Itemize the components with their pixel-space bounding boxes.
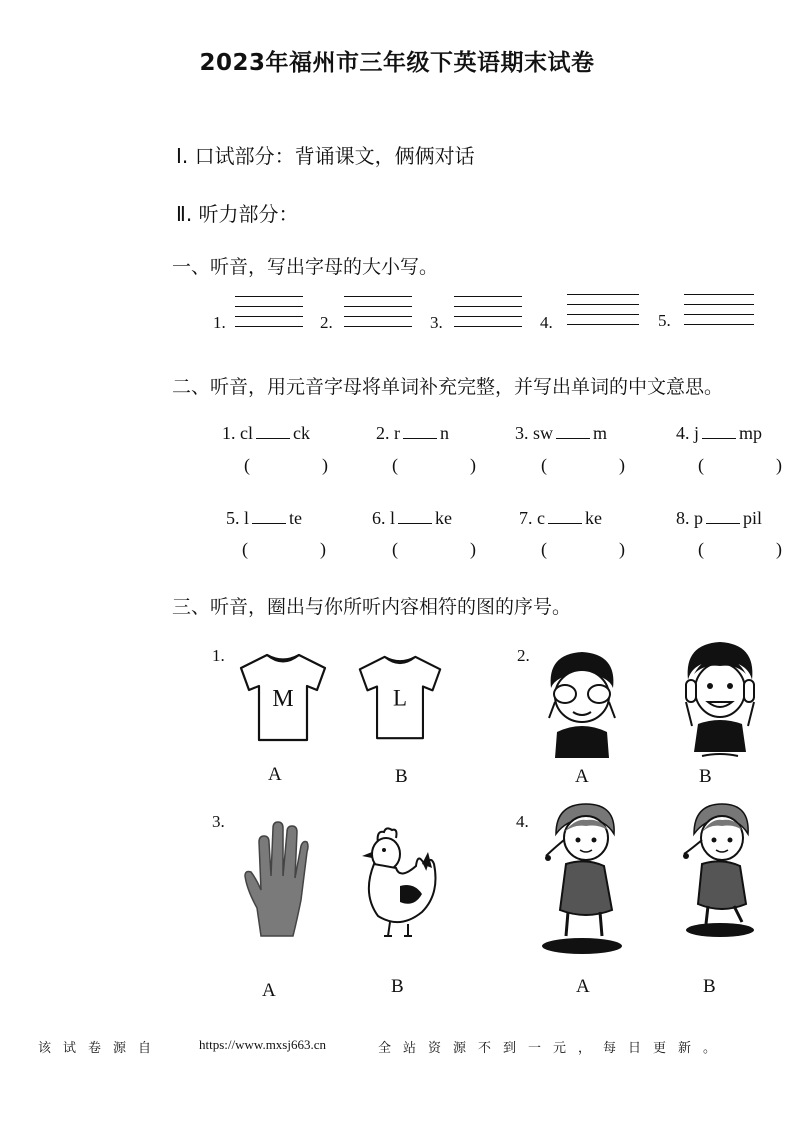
q4-option-b-label[interactable]: B <box>703 976 716 997</box>
tshirt-l-letter: L <box>392 685 408 711</box>
vowel-blank-2[interactable] <box>403 422 437 439</box>
letter-item-4-number: 4. <box>540 313 553 332</box>
part-two-heading: Ⅱ. 听力部分： <box>176 202 299 226</box>
tshirt-l-image[interactable] <box>356 652 444 744</box>
boy-covering-eyes-image[interactable] <box>543 648 621 758</box>
footer-url[interactable]: https://www.mxsj663.cn <box>199 1037 326 1052</box>
meaning-blank-3[interactable]: ( ) <box>541 455 625 475</box>
word-item-1: 1. cl ck <box>222 423 310 443</box>
word-item-5: 5. l te <box>226 508 303 528</box>
chicken-image[interactable] <box>356 824 440 942</box>
meaning-blank-6[interactable]: ( ) <box>392 539 476 559</box>
footer-source-text: 该试卷源自 <box>38 1041 164 1056</box>
boy-covering-ears-image[interactable] <box>682 640 758 758</box>
word-item-6: 6. l ke <box>372 508 453 528</box>
tshirt-m-letter: M <box>272 686 294 712</box>
word-item-3: 3. sw m <box>515 423 608 443</box>
vowel-blank-7[interactable] <box>548 507 582 524</box>
vowel-blank-6[interactable] <box>398 507 432 524</box>
section-one-heading: 一、听音，写出字母的大小写。 <box>172 256 439 278</box>
section-three-heading: 三、听音，圈出与你所听内容相符的图的序号。 <box>172 596 572 618</box>
letter-item-5-number: 5. <box>658 311 671 330</box>
letter-writing-lines-3[interactable] <box>454 296 522 340</box>
meaning-blank-4[interactable]: ( ) <box>698 455 782 475</box>
picture-question-1-number: 1. <box>212 646 225 665</box>
section-two-heading: 二、听音，用元音字母将单词补充完整，并写出单词的中文意思。 <box>172 376 724 398</box>
word-item-7: 7. c ke <box>519 508 602 528</box>
letter-writing-lines-2[interactable] <box>344 296 412 340</box>
picture-question-3-number: 3. <box>212 812 225 831</box>
q3-option-a-label[interactable]: A <box>262 980 276 1001</box>
meaning-blank-2[interactable]: ( ) <box>392 455 476 475</box>
picture-question-4-number: 4. <box>516 812 529 831</box>
picture-question-2-number: 2. <box>517 646 530 665</box>
q1-option-a-label[interactable]: A <box>268 764 282 785</box>
letter-item-2-number: 2. <box>320 313 333 332</box>
q1-option-b-label[interactable]: B <box>395 766 408 787</box>
meaning-blank-1[interactable]: ( ) <box>244 455 328 475</box>
tshirt-m-image[interactable] <box>237 652 329 744</box>
letter-item-1-number: 1. <box>213 313 226 332</box>
letter-writing-lines-5[interactable] <box>684 294 754 338</box>
q2-option-a-label[interactable]: A <box>575 766 589 787</box>
vowel-blank-4[interactable] <box>702 422 736 439</box>
meaning-blank-8[interactable]: ( ) <box>698 539 782 559</box>
meaning-blank-7[interactable]: ( ) <box>541 539 625 559</box>
letter-writing-lines-4[interactable] <box>567 294 639 338</box>
vowel-blank-5[interactable] <box>252 507 286 524</box>
page-title: 2023年福州市三年级下英语期末试卷 <box>199 50 595 76</box>
q4-option-a-label[interactable]: A <box>576 976 590 997</box>
q2-option-b-label[interactable]: B <box>699 766 712 787</box>
vowel-blank-8[interactable] <box>706 507 740 524</box>
girl-sitting-image[interactable] <box>542 800 624 956</box>
word-item-2: 2. r n <box>376 423 449 443</box>
footer-promo-text: 全站资源不到一元，每日更新。 <box>378 1041 729 1056</box>
meaning-blank-5[interactable]: ( ) <box>242 539 326 559</box>
girl-standing-image[interactable] <box>680 800 756 940</box>
part-one-heading: Ⅰ. 口试部分：背诵课文，俩俩对话 <box>176 144 475 168</box>
letter-item-3-number: 3. <box>430 313 443 332</box>
vowel-blank-3[interactable] <box>556 422 590 439</box>
hand-image[interactable] <box>243 820 309 938</box>
word-item-4: 4. j mp <box>676 423 763 443</box>
word-item-8: 8. p pil <box>676 508 763 528</box>
q3-option-b-label[interactable]: B <box>391 976 404 997</box>
letter-writing-lines-1[interactable] <box>235 296 303 340</box>
vowel-blank-1[interactable] <box>256 422 290 439</box>
